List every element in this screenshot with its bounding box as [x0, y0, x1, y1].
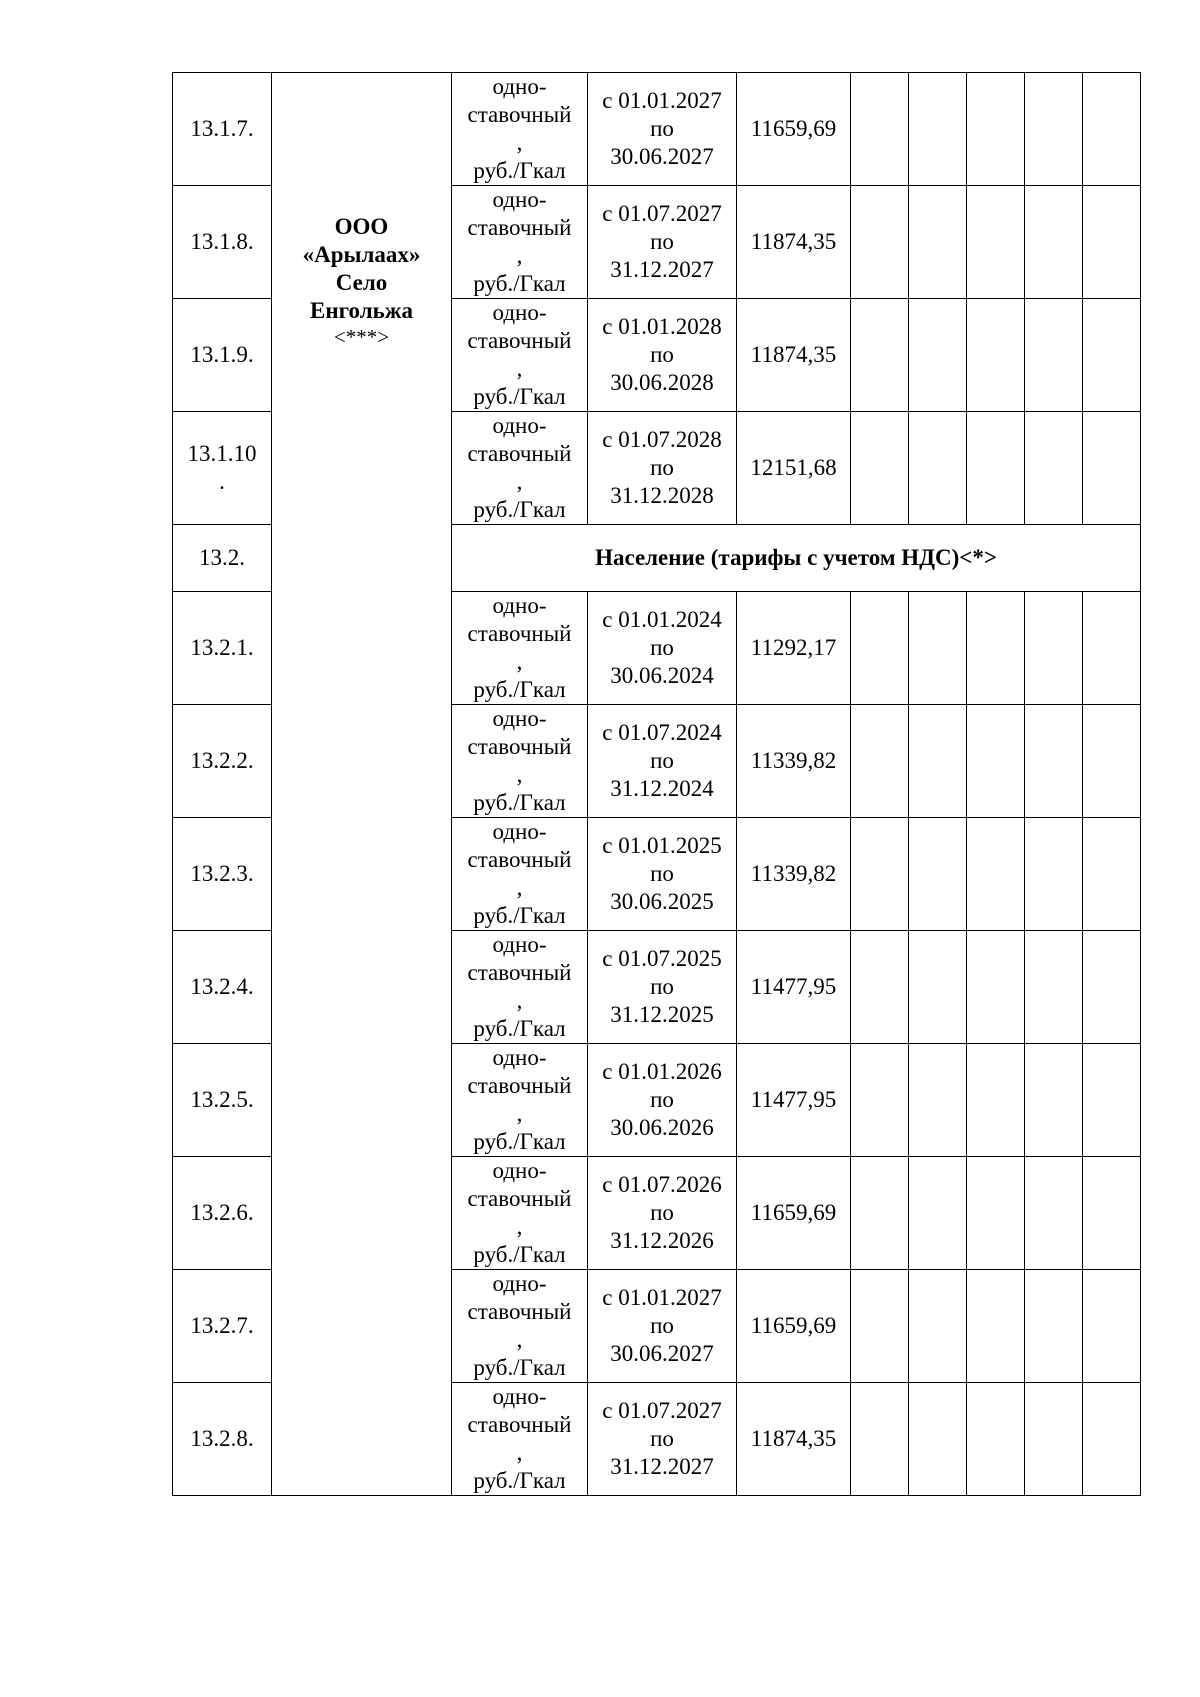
empty-cell — [851, 1383, 909, 1496]
empty-cell — [851, 818, 909, 931]
empty-cell — [909, 1383, 967, 1496]
empty-cell — [851, 299, 909, 412]
period — [588, 818, 737, 931]
empty-cell — [967, 1157, 1025, 1270]
empty-cell — [967, 1044, 1025, 1157]
rate-type-line: , — [516, 243, 523, 268]
rate-type-line: руб./Гкал — [473, 1129, 566, 1154]
period-from — [588, 719, 736, 747]
empty-cell — [909, 592, 967, 705]
period — [588, 592, 737, 705]
rate-type-line: ставочный — [467, 734, 572, 759]
tariff-value: 11874,35 — [737, 186, 851, 299]
period-to-word: по — [650, 748, 674, 773]
period-to-date: 30.06.2026 — [610, 1115, 714, 1140]
period-from-word: с — [602, 314, 613, 339]
empty-cell — [967, 818, 1025, 931]
tariff-value: 11339,82 — [737, 818, 851, 931]
period-from — [588, 1058, 736, 1086]
period-from-date: 01.07.2027 — [618, 201, 722, 226]
rate-type-line: руб./Гкал — [473, 158, 566, 183]
tariff-value: 11659,69 — [737, 1157, 851, 1270]
period-to-date: 31.12.2024 — [610, 776, 714, 801]
rate-type-line: руб./Гкал — [473, 497, 566, 522]
row-number: 13.1.10 . — [173, 412, 272, 525]
period-to-date: 31.12.2028 — [610, 483, 714, 508]
empty-cell — [851, 73, 909, 186]
rate-type-line: одно- — [492, 1045, 547, 1070]
row-number: 13.1.9. — [173, 299, 272, 412]
empty-cell — [1083, 592, 1141, 705]
period-to-date: 31.12.2027 — [610, 257, 714, 282]
period-to-word: по — [650, 974, 674, 999]
period-to-word: по — [650, 342, 674, 367]
row-number: 13.2.4. — [173, 931, 272, 1044]
rate-type — [452, 186, 588, 299]
rate-type-line: ставочный — [467, 1412, 572, 1437]
empty-cell — [1025, 1270, 1083, 1383]
rate-type-line: , — [516, 1440, 523, 1465]
rate-type-line: руб./Гкал — [473, 271, 566, 296]
empty-cell — [967, 1270, 1025, 1383]
rate-type-line: , — [516, 762, 523, 787]
rate-type-line: одно- — [492, 706, 547, 731]
period-to-word: по — [650, 635, 674, 660]
period-from — [588, 945, 736, 973]
rate-type-line: , — [516, 875, 523, 900]
empty-cell — [909, 1044, 967, 1157]
period-to-word: по — [650, 455, 674, 480]
empty-cell — [1083, 1044, 1141, 1157]
rate-type-line: одно- — [492, 74, 547, 99]
period-from-word: с — [602, 1172, 613, 1197]
row-number: 13.2.1. — [173, 592, 272, 705]
rate-type-line: , — [516, 1214, 523, 1239]
rate-type — [452, 705, 588, 818]
period-to-date: 31.12.2025 — [610, 1002, 714, 1027]
rate-type-line: ставочный — [467, 328, 572, 353]
period — [588, 1157, 737, 1270]
rate-type-line: руб./Гкал — [473, 1468, 566, 1493]
empty-cell — [909, 186, 967, 299]
rate-type — [452, 1044, 588, 1157]
organization-name-line: ООО — [334, 214, 389, 239]
rate-type — [452, 931, 588, 1044]
rate-type-line: ставочный — [467, 215, 572, 240]
empty-cell — [1025, 1044, 1083, 1157]
period-to-date: 31.12.2027 — [610, 1454, 714, 1479]
period-to-date: 30.06.2027 — [610, 1341, 714, 1366]
empty-cell — [1083, 73, 1141, 186]
row-number: 13.2.7. — [173, 1270, 272, 1383]
period-from-word: с — [602, 88, 613, 113]
period — [588, 73, 737, 186]
empty-cell — [851, 186, 909, 299]
period-from-word: с — [602, 201, 613, 226]
period-to-word: по — [650, 861, 674, 886]
row-number: 13.2.8. — [173, 1383, 272, 1496]
row-number: 13.1.8. — [173, 186, 272, 299]
rate-type-line: руб./Гкал — [473, 1355, 566, 1380]
empty-cell — [851, 1044, 909, 1157]
rate-type-line: руб./Гкал — [473, 790, 566, 815]
rate-type — [452, 1383, 588, 1496]
section-number: 13.2. — [173, 525, 272, 592]
period-to-date: 30.06.2024 — [610, 663, 714, 688]
period-from — [588, 1397, 736, 1425]
rate-type-line: руб./Гкал — [473, 1016, 566, 1041]
rate-type-line: ставочный — [467, 1073, 572, 1098]
period-from — [588, 832, 736, 860]
organization-cell — [272, 73, 452, 1496]
rate-type-line: ставочный — [467, 1186, 572, 1211]
period-to-word: по — [650, 116, 674, 141]
period-from — [588, 87, 736, 115]
empty-cell — [967, 1383, 1025, 1496]
tariff-value: 11659,69 — [737, 1270, 851, 1383]
empty-cell — [967, 412, 1025, 525]
empty-cell — [851, 1157, 909, 1270]
rate-type-line: , — [516, 356, 523, 381]
empty-cell — [1025, 73, 1083, 186]
period-from-word: с — [602, 1059, 613, 1084]
period-from-date: 01.07.2028 — [618, 427, 722, 452]
empty-cell — [909, 818, 967, 931]
rate-type-line: , — [516, 988, 523, 1013]
rate-type — [452, 412, 588, 525]
period-from-word: с — [602, 1285, 613, 1310]
rate-type — [452, 1157, 588, 1270]
period — [588, 412, 737, 525]
period-to-date: 30.06.2025 — [610, 889, 714, 914]
period-from-date: 01.07.2027 — [618, 1398, 722, 1423]
empty-cell — [851, 931, 909, 1044]
rate-type-line: ставочный — [467, 102, 572, 127]
empty-cell — [851, 592, 909, 705]
empty-cell — [909, 1270, 967, 1383]
empty-cell — [1083, 818, 1141, 931]
tariff-value: 11292,17 — [737, 592, 851, 705]
rate-type-line: одно- — [492, 1271, 547, 1296]
period-to-date: 31.12.2026 — [610, 1228, 714, 1253]
row-number: 13.2.2. — [173, 705, 272, 818]
section-title: Население (тарифы с учетом НДС)<*> — [452, 525, 1141, 592]
rate-type-line: одно- — [492, 593, 547, 618]
row-number: 13.2.6. — [173, 1157, 272, 1270]
rate-type-line: одно- — [492, 413, 547, 438]
period-from-date: 01.07.2024 — [618, 720, 722, 745]
period — [588, 1270, 737, 1383]
period-from-word: с — [602, 427, 613, 452]
period-from-date: 01.07.2026 — [618, 1172, 722, 1197]
empty-cell — [967, 299, 1025, 412]
period — [588, 705, 737, 818]
empty-cell — [967, 931, 1025, 1044]
tariff-value: 11477,95 — [737, 1044, 851, 1157]
period-from-date: 01.01.2026 — [618, 1059, 722, 1084]
period-from — [588, 1284, 736, 1312]
rate-type — [452, 818, 588, 931]
period-to-word: по — [650, 1087, 674, 1112]
period-from — [588, 606, 736, 634]
empty-cell — [1083, 186, 1141, 299]
rate-type-line: ставочный — [467, 621, 572, 646]
rate-type-line: ставочный — [467, 1299, 572, 1324]
period-from-date: 01.01.2027 — [618, 1285, 722, 1310]
period-from-date: 01.07.2025 — [618, 946, 722, 971]
rate-type-line: , — [516, 130, 523, 155]
empty-cell — [1083, 1383, 1141, 1496]
rate-type-line: руб./Гкал — [473, 903, 566, 928]
empty-cell — [967, 186, 1025, 299]
row-number: 13.2.5. — [173, 1044, 272, 1157]
rate-type-line: ставочный — [467, 441, 572, 466]
rate-type-line: , — [516, 1327, 523, 1352]
tariff-value: 11874,35 — [737, 1383, 851, 1496]
rate-type-line: одно- — [492, 819, 547, 844]
period-from-date: 01.01.2027 — [618, 88, 722, 113]
empty-cell — [967, 592, 1025, 705]
tariff-value: 12151,68 — [737, 412, 851, 525]
empty-cell — [1083, 705, 1141, 818]
period-from — [588, 1171, 736, 1199]
organization-note: <***> — [333, 325, 390, 349]
rate-type-line: , — [516, 649, 523, 674]
period-from-word: с — [602, 946, 613, 971]
organization-name-line: Енгольжа — [310, 298, 413, 323]
empty-cell — [851, 1270, 909, 1383]
rate-type-line: , — [516, 469, 523, 494]
empty-cell — [1025, 1157, 1083, 1270]
row-number: 13.1.7. — [173, 73, 272, 186]
empty-cell — [1083, 299, 1141, 412]
empty-cell — [1083, 1157, 1141, 1270]
period — [588, 1044, 737, 1157]
period-from-word: с — [602, 720, 613, 745]
period-to-word: по — [650, 1200, 674, 1225]
organization-name-line: Село — [335, 270, 388, 295]
rate-type-line: , — [516, 1101, 523, 1126]
rate-type-line: руб./Гкал — [473, 384, 566, 409]
tariff-table — [172, 72, 1141, 1496]
period-from — [588, 200, 736, 228]
rate-type — [452, 592, 588, 705]
period-from-word: с — [602, 1398, 613, 1423]
period-from — [588, 426, 736, 454]
rate-type — [452, 1270, 588, 1383]
period-from-word: с — [602, 833, 613, 858]
empty-cell — [1025, 186, 1083, 299]
rate-type-line: одно- — [492, 187, 547, 212]
period-from — [588, 313, 736, 341]
empty-cell — [967, 705, 1025, 818]
empty-cell — [1025, 818, 1083, 931]
tariff-value: 11874,35 — [737, 299, 851, 412]
empty-cell — [1083, 1270, 1141, 1383]
empty-cell — [1025, 1383, 1083, 1496]
rate-type-line: одно- — [492, 932, 547, 957]
empty-cell — [1025, 592, 1083, 705]
period — [588, 931, 737, 1044]
empty-cell — [851, 412, 909, 525]
period-to-word: по — [650, 229, 674, 254]
empty-cell — [909, 412, 967, 525]
rate-type — [452, 73, 588, 186]
tariff-value: 11339,82 — [737, 705, 851, 818]
period-from-date: 01.01.2028 — [618, 314, 722, 339]
table-row — [173, 73, 1141, 186]
period — [588, 186, 737, 299]
row-number: 13.2.3. — [173, 818, 272, 931]
empty-cell — [909, 931, 967, 1044]
rate-type-line: одно- — [492, 300, 547, 325]
tariff-table-body — [173, 73, 1141, 1496]
period — [588, 299, 737, 412]
empty-cell — [909, 299, 967, 412]
empty-cell — [1025, 412, 1083, 525]
empty-cell — [851, 705, 909, 818]
tariff-value: 11477,95 — [737, 931, 851, 1044]
period-to-date: 30.06.2028 — [610, 370, 714, 395]
empty-cell — [1025, 705, 1083, 818]
period-to-date: 30.06.2027 — [610, 144, 714, 169]
period-to-word: по — [650, 1426, 674, 1451]
period-from-date: 01.01.2024 — [618, 607, 722, 632]
rate-type — [452, 299, 588, 412]
empty-cell — [1025, 931, 1083, 1044]
empty-cell — [967, 73, 1025, 186]
rate-type-line: одно- — [492, 1158, 547, 1183]
empty-cell — [909, 705, 967, 818]
rate-type-line: ставочный — [467, 960, 572, 985]
organization-name-line: «Арылаах» — [302, 242, 421, 267]
period-from-word: с — [602, 607, 613, 632]
tariff-value: 11659,69 — [737, 73, 851, 186]
period-to-word: по — [650, 1313, 674, 1338]
empty-cell — [1083, 931, 1141, 1044]
rate-type-line: руб./Гкал — [473, 1242, 566, 1267]
empty-cell — [1025, 299, 1083, 412]
empty-cell — [909, 1157, 967, 1270]
rate-type-line: руб./Гкал — [473, 677, 566, 702]
empty-cell — [909, 73, 967, 186]
rate-type-line: одно- — [492, 1384, 547, 1409]
period-from-date: 01.01.2025 — [618, 833, 722, 858]
period — [588, 1383, 737, 1496]
empty-cell — [1083, 412, 1141, 525]
rate-type-line: ставочный — [467, 847, 572, 872]
